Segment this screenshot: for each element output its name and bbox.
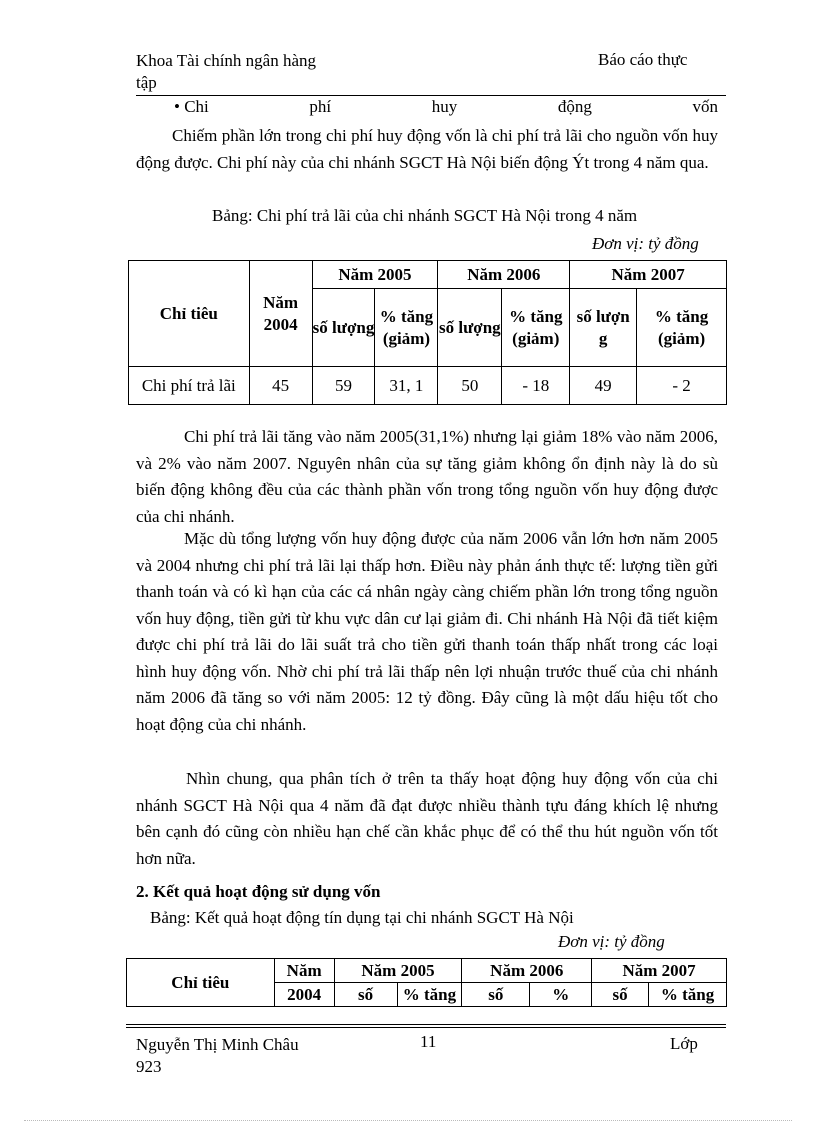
table1-sub-2005-pct: % tăng (giảm) <box>375 289 438 367</box>
footer-author <box>136 1034 299 1078</box>
table1-cell-2005-pct: 31, 1 <box>375 367 438 405</box>
header-rule <box>136 95 726 96</box>
table2-caption: Bảng: Kết quả hoạt động tín dụng tại chi nhánh SGCT Hà Nội <box>150 908 574 927</box>
table1-unit: Đơn vị: tỷ đồng <box>592 234 699 253</box>
section-2-title: 2. Kết quả hoạt động sử dụng vốn <box>136 882 381 901</box>
table2-header-2004: 2004 <box>274 983 334 1007</box>
table1-header-2006: Năm 2006 <box>438 261 570 289</box>
table1-header-2007: Năm 2007 <box>570 261 727 289</box>
bullet-word-5: vốn <box>692 97 718 116</box>
table2-header-2006: Năm 2006 <box>462 959 592 983</box>
table1-header-2005: Năm 2005 <box>312 261 438 289</box>
table1-cell-2006-sl: 50 <box>438 367 502 405</box>
table1-sub-2007-pct: % tăng (giảm) <box>637 289 727 367</box>
footer-rule-double <box>126 1027 726 1028</box>
table2-header-nam: Năm <box>274 959 334 983</box>
table1-caption: Bảng: Chi phí trả lãi của chi nhánh SGCT Hà Nội trong 4 năm <box>212 206 638 225</box>
table1-sub-2006-pct: % tăng (giảm) <box>502 289 570 367</box>
table1-header-chitieu: Chỉ tiêu <box>129 261 250 367</box>
footer-class: Lớp <box>670 1034 698 1053</box>
table2-header-2005: Năm 2005 <box>334 959 462 983</box>
table1-cell-2007-sl: 49 <box>570 367 637 405</box>
table2 <box>126 958 727 1007</box>
table2-sub-so-3: số <box>592 983 649 1007</box>
table2-header-chitieu: Chỉ tiêu <box>127 959 275 1007</box>
paragraph-1: Chiếm phần lớn trong chi phí huy động vốn là chi phí trả lãi cho nguồn vốn huy động được. Chi phí này của chi nhánh SGCT Hà Nội biến động Ýt trong 4 năm qua. <box>136 126 718 172</box>
header-left <box>136 50 316 94</box>
table2-sub-so-1: số <box>334 983 397 1007</box>
footer-author-name: Nguyễn Thị Minh Châu <box>136 1035 299 1054</box>
bullet-word-3: huy <box>431 97 458 116</box>
table1-row-label: Chi phí trả lãi <box>129 367 250 405</box>
table2-sub-pct-1: % tăng <box>397 983 462 1007</box>
header-faculty-cont: tập <box>136 73 157 92</box>
table2-header-2007: Năm 2007 <box>592 959 727 983</box>
table1-sub-2007-sl: số lượn g <box>570 289 637 367</box>
footer-author-cont: 923 <box>136 1057 162 1076</box>
paragraph-3: Mặc dù tổng lượng vốn huy động được của năm 2006 vẫn lớn hơn năm 2005 và 2004 nhưng chi phí trả lãi lại thấp hơn. Điều này phản ánh thực tế: lượng tiền gửi thanh toán và có kì hạn của các cá nhân ngày càng chiếm phần lớn trong tổng nguồn vốn huy động, tiền gửi từ khu vực dân cư lại giảm đi. Chi nhánh Hà Nội đã tiết kiệm được chi phí trả lãi do lãi suất trả cho tiền gửi thanh toán thấp nhất trong các loại hình huy động vốn. Nhờ chi phí trả lãi thấp nên lợi nhuận trước thuế của chi nhánh năm 2006 đã tăng so với năm 2005: 12 tỷ đồng. Đây cũng là một dấu hiệu tốt cho hoạt động của chi nhánh. <box>136 529 718 734</box>
footer-rule <box>126 1024 726 1025</box>
bullet-heading <box>136 97 718 117</box>
table1 <box>128 260 727 405</box>
bullet-word-1: • Chi <box>174 97 209 116</box>
table1-cell-2006-pct: - 18 <box>502 367 570 405</box>
table2-sub-pct-3: % tăng <box>649 983 727 1007</box>
header-report-title: Báo cáo thực <box>598 50 688 69</box>
table1-sub-2005-sl: số lượng <box>312 289 375 367</box>
paragraph-2: Chi phí trả lãi tăng vào năm 2005(31,1%) nhưng lại giảm 18% vào năm 2006, và 2% vào năm 2007. Nguyên nhân của sự tăng giảm không ổn định này là do sù biến động không đều của các thành phần vốn trong tổng nguồn vốn huy động được của chi nhánh. <box>136 427 718 526</box>
bullet-word-2: phí <box>309 97 332 116</box>
table1-cell-2005-sl: 59 <box>312 367 375 405</box>
page-bottom-divider <box>24 1120 792 1121</box>
table1-cell-2007-pct: - 2 <box>637 367 727 405</box>
bullet-word-4: động <box>557 97 592 116</box>
table2-unit: Đơn vị: tỷ đồng <box>558 932 665 951</box>
page-number: 11 <box>420 1032 437 1051</box>
table2-sub-pct-2: % <box>530 983 592 1007</box>
table1-cell-2004: 45 <box>249 367 312 405</box>
table2-sub-so-2: số <box>462 983 530 1007</box>
table-row <box>129 367 727 405</box>
table1-sub-2006-sl: số lượng <box>438 289 502 367</box>
paragraph-4: Nhìn chung, qua phân tích ở trên ta thấy hoạt động huy động vốn của chi nhánh SGCT Hà Nội qua 4 năm đã đạt được nhiều thành tựu đáng khích lệ nhưng bên cạnh đó cũng còn nhiều hạn chế cần khắc phục để có thể thu hút nguồn vốn tốt hơn nữa. <box>136 769 718 868</box>
table1-header-2004: Năm 2004 <box>249 261 312 367</box>
bullet-icon: • <box>174 97 180 116</box>
header-faculty: Khoa Tài chính ngân hàng <box>136 51 317 70</box>
